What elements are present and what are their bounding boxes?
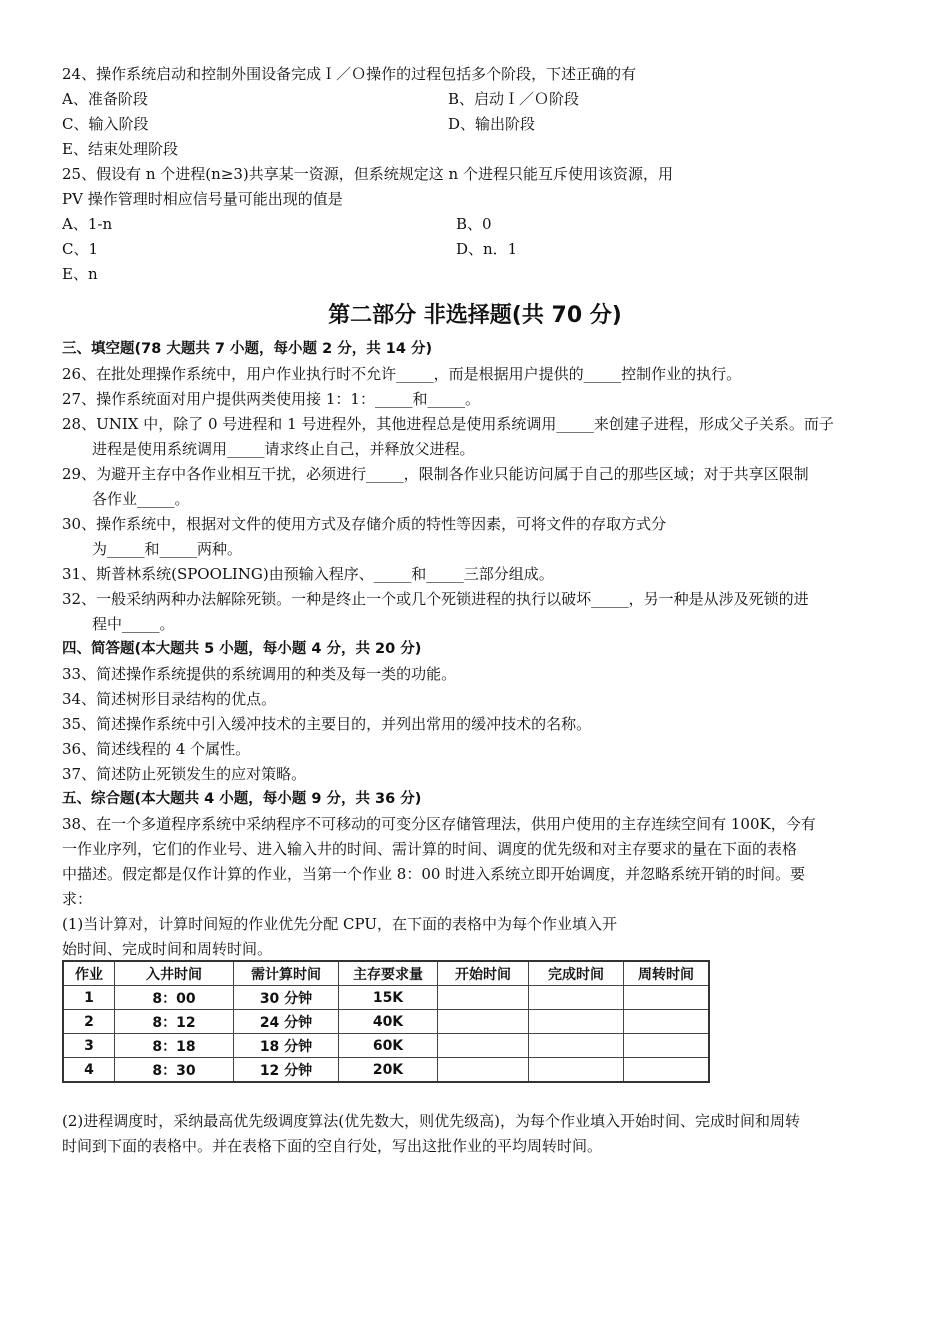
table-header-cell: 完成时间: [529, 961, 624, 986]
q30-line1: 30、操作系统中，根据对文件的使用方式及存储介质的特性等因素，可将文件的存取方式分: [62, 515, 667, 533]
table-cell-blank: [438, 1034, 529, 1058]
table-cell-blank: [624, 1058, 710, 1083]
section3-heading: 三、填空题(78 大题共 7 小题，每小题 2 分，共 14 分): [62, 341, 433, 357]
q30-line2: 为_____和_____两种。: [92, 540, 243, 558]
q37: 37、简述防止死锁发生的应对策略。: [62, 765, 307, 783]
table-cell-blank: [529, 1010, 624, 1034]
table-cell: 60K: [339, 1034, 438, 1058]
q29-line1: 29、为避开主存中各作业相互干扰，必须进行_____，限制各作业只能访问属于自己的那些区域；对于共享区限制: [62, 465, 809, 483]
section5-heading: 五、综合题(本大题共 4 小题，每小题 9 分，共 36 分): [62, 791, 422, 807]
q25-option-b: B、0: [456, 215, 492, 233]
table-header-cell: 开始时间: [438, 961, 529, 986]
q24-options-cd: [62, 114, 890, 136]
q28-line2: 进程是使用系统调用_____请求终止自己，并释放父进程。: [92, 440, 475, 458]
table-cell-blank: [624, 1034, 710, 1058]
table-cell: 3: [63, 1034, 115, 1058]
table-cell-blank: [529, 1034, 624, 1058]
q38-line4: 求：: [62, 890, 93, 908]
table-cell: 18 分钟: [234, 1034, 339, 1058]
q35: 35、简述操作系统中引入缓冲技术的主要目的，并列出常用的缓冲技术的名称。: [62, 715, 592, 733]
table-cell: 8：30: [115, 1058, 234, 1083]
q24-option-a: A、准备阶段: [62, 90, 148, 108]
q32-line2: 程中_____。: [92, 615, 175, 633]
table-row: [63, 1010, 709, 1034]
table-cell: 24 分钟: [234, 1010, 339, 1034]
q27: 27、操作系统面对用户提供两类使用接 1：1：_____和_____。: [62, 390, 480, 408]
table-cell: 30 分钟: [234, 986, 339, 1010]
q24-option-b: B、启动Ｉ／Ｏ阶段: [448, 90, 580, 108]
q24-option-d: D、输出阶段: [448, 115, 536, 133]
table-cell: 8：00: [115, 986, 234, 1010]
q24-stem: 24、操作系统启动和控制外围设备完成Ｉ／Ｏ操作的过程包括多个阶段，下述正确的有: [62, 65, 637, 83]
q25-option-d: D、n．1: [456, 240, 518, 258]
table-row: [63, 1034, 709, 1058]
table-cell: 4: [63, 1058, 115, 1083]
table-cell: 12 分钟: [234, 1058, 339, 1083]
table-cell: 20K: [339, 1058, 438, 1083]
part2-title: 第二部分 非选择题(共 70 分): [328, 303, 622, 328]
q33: 33、简述操作系统提供的系统调用的种类及每一类的功能。: [62, 665, 457, 683]
table-row: [63, 986, 709, 1010]
table-cell-blank: [438, 986, 529, 1010]
table-header-cell: 主存要求量: [339, 961, 438, 986]
table-header-cell: 入井时间: [115, 961, 234, 986]
job-table-header-row: [63, 961, 709, 986]
table-cell: 40K: [339, 1010, 438, 1034]
q32-line1: 32、一般采纳两种办法解除死锁。一种是终止一个或几个死锁进程的执行以破坏_____，另一种是从涉及死锁的进: [62, 590, 809, 608]
section4-heading: 四、简答题(本大题共 5 小题，每小题 4 分，共 20 分): [62, 641, 422, 657]
table-cell-blank: [438, 1010, 529, 1034]
q28-line1: 28、UNIX 中，除了 0 号进程和 1 号进程外，其他进程总是使用系统调用_____来创建子进程，形成父子关系。而子: [62, 415, 834, 433]
q24-option-e: E、结束处理阶段: [62, 140, 178, 158]
q25-option-e: E、n: [62, 265, 98, 283]
table-cell-blank: [624, 1010, 710, 1034]
q25-option-a: A、1-n: [62, 215, 113, 233]
table-header-cell: 需计算时间: [234, 961, 339, 986]
table-cell: 2: [63, 1010, 115, 1034]
q38-part1-line2: 始时间、完成时间和周转时间。: [62, 940, 273, 958]
q25-stem-line2: PV 操作管理时相应信号量可能出现的值是: [62, 190, 343, 208]
q38-part2-line1: (2)进程调度时，采纳最高优先级调度算法(优先数大，则优先级高)，为每个作业填入开始时间、完成时间和周转: [62, 1112, 800, 1130]
q38-part1-line1: (1)当计算对，计算时间短的作业优先分配 CPU，在下面的表格中为每个作业填入开: [62, 915, 617, 933]
q38-line3: 中描述。假定都是仅作计算的作业，当第一个作业 8：00 时进入系统立即开始调度，并忽略系统开销的时间。要: [62, 865, 806, 883]
q25-options-ab: [62, 214, 890, 236]
q38-line1: 38、在一个多道程序系统中采纳程序不可移动的可变分区存储管理法，供用户使用的主存连续空间有 100K，今有: [62, 815, 816, 833]
table-header-cell: 周转时间: [624, 961, 710, 986]
q31: 31、斯普林系统(SPOOLING)由预输入程序、_____和_____三部分组成。: [62, 565, 554, 583]
table-cell-blank: [438, 1058, 529, 1083]
table-header-cell: 作业: [63, 961, 115, 986]
q26: 26、在批处理操作系统中，用户作业执行时不允许_____，而是根据用户提供的_____控制作业的执行。: [62, 365, 742, 383]
q25-options-cd: [62, 239, 890, 261]
q25-stem-line1: 25、假设有 n 个进程(n≥3)共享某一资源，但系统规定这 n 个进程只能互斥使用该资源，用: [62, 165, 673, 183]
q38-line2: 一作业序列，它们的作业号、进入输入井的时间、需计算的时间、调度的优先级和对主存要求的量在下面的表格: [62, 840, 798, 858]
table-cell: 8：12: [115, 1010, 234, 1034]
table-cell: 8：18: [115, 1034, 234, 1058]
q24-options-ab: [62, 89, 890, 111]
q29-line2: 各作业_____。: [92, 490, 190, 508]
q38-part2-line2: 时间到下面的表格中。并在表格下面的空自行处，写出这批作业的平均周转时间。: [62, 1137, 603, 1155]
table-cell-blank: [529, 1058, 624, 1083]
table-cell: 15K: [339, 986, 438, 1010]
q34: 34、简述树形目录结构的优点。: [62, 690, 277, 708]
table-row: [63, 1058, 709, 1083]
q36: 36、简述线程的 4 个属性。: [62, 740, 251, 758]
q25-option-c: C、1: [62, 240, 99, 258]
table-cell-blank: [624, 986, 710, 1010]
q24-option-c: C、输入阶段: [62, 115, 149, 133]
table-cell-blank: [529, 986, 624, 1010]
job-table: [62, 960, 710, 1083]
table-cell: 1: [63, 986, 115, 1010]
